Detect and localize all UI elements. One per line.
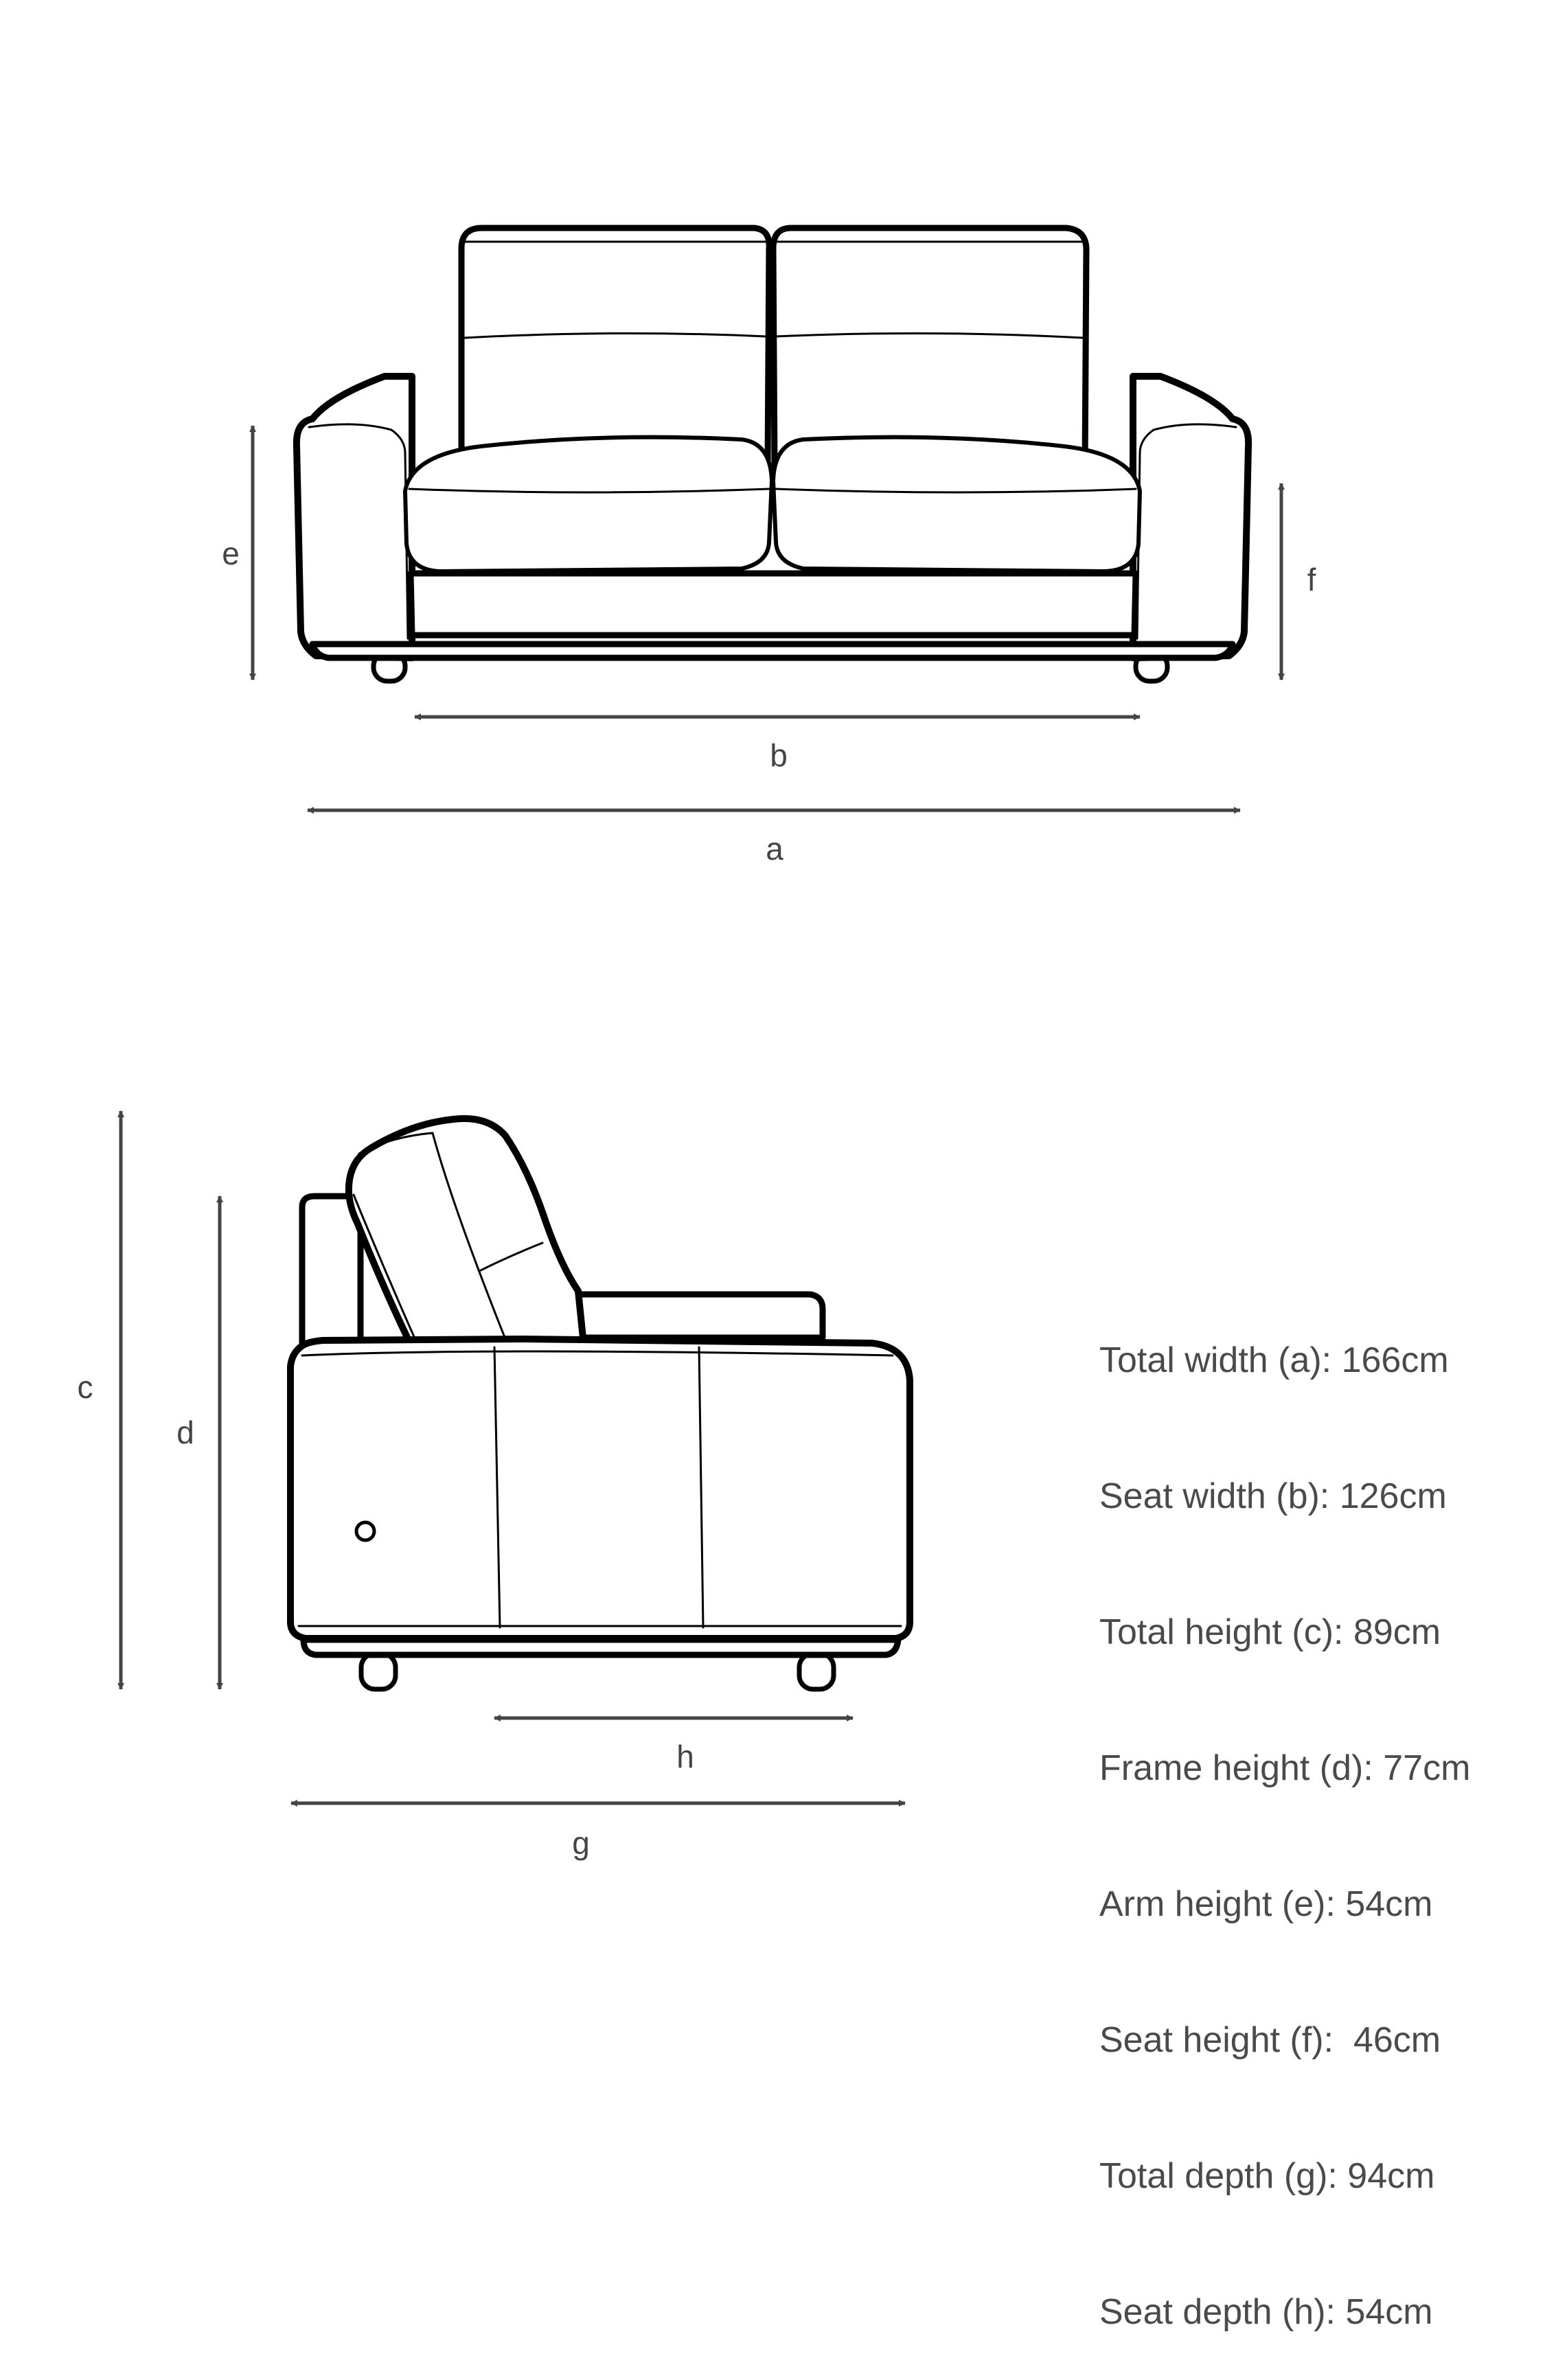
spec-arm-height: Arm height (e): 54cm (1099, 1884, 1433, 1924)
spec-seat-height: Seat height (f): 46cm (1099, 2020, 1441, 2060)
recliner-button-icon (356, 1522, 374, 1540)
side-body (290, 1339, 910, 1638)
spec-total-width: Total width (a): 166cm (1099, 1340, 1449, 1380)
spec-seat-width: Seat width (b): 126cm (1099, 1476, 1447, 1516)
front-seat-cushion-left (405, 437, 772, 571)
side-rear-foot (361, 1654, 396, 1689)
label-a: a (766, 831, 783, 867)
spec-total-height: Total height (c): 89cm (1099, 1612, 1441, 1652)
front-base (411, 573, 1136, 635)
spec-frame-height: Frame height (d): 77cm (1099, 1748, 1471, 1788)
side-back-cushion (349, 1119, 584, 1347)
front-plinth (312, 644, 1233, 658)
front-view-sofa (297, 228, 1248, 681)
front-seat-cushion-right (773, 437, 1140, 571)
side-front-foot (799, 1654, 834, 1689)
label-b: b (770, 737, 788, 773)
label-c: c (77, 1369, 93, 1405)
front-right-arm (1133, 376, 1248, 658)
side-view-sofa (290, 1119, 910, 1689)
label-h: h (676, 1739, 694, 1774)
spec-seat-depth: Seat depth (h): 54cm (1099, 2292, 1433, 2332)
front-back-cushion-right (773, 228, 1086, 467)
side-arm-top (563, 1294, 823, 1338)
label-f: f (1307, 562, 1316, 597)
spec-list (1099, 1247, 1470, 2380)
spec-total-depth: Total depth (g): 94cm (1099, 2156, 1435, 2196)
front-back-cushion-left (461, 228, 769, 467)
label-e: e (222, 536, 240, 571)
front-left-arm (297, 376, 412, 658)
side-plinth (304, 1640, 898, 1655)
label-d: d (176, 1415, 194, 1450)
label-g: g (572, 1825, 590, 1861)
